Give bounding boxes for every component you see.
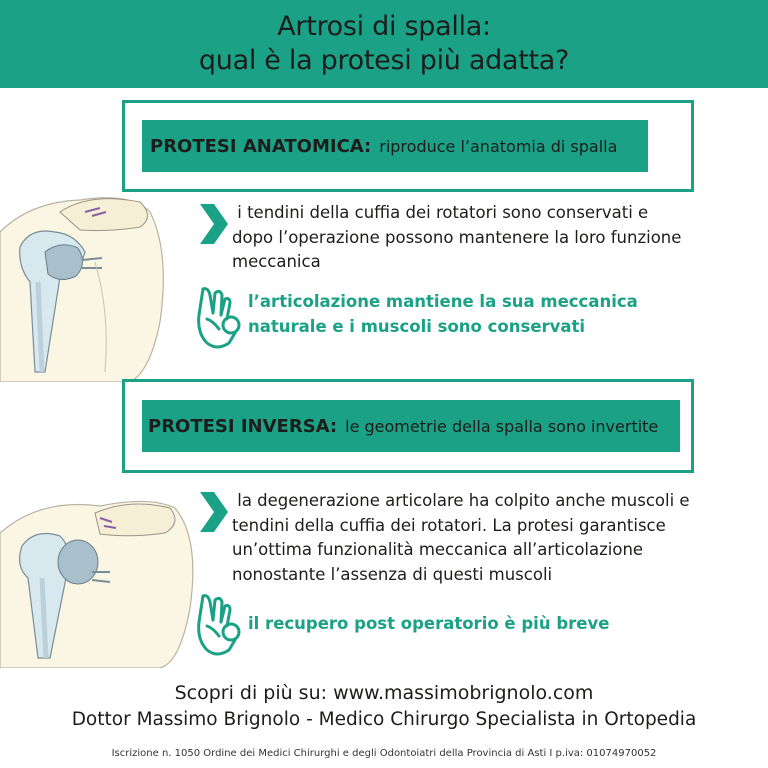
anatomic-benefit-line: naturale e i muscoli sono conservati (248, 316, 586, 336)
page-title-line1: Artrosi di spalla: (277, 11, 491, 42)
anatomic-subtitle: riproduce l’anatomia di spalla (379, 136, 618, 156)
anatomic-point-text (232, 201, 732, 275)
anatomic-card (122, 100, 694, 192)
reverse-title: PROTESI INVERSA: (148, 415, 338, 437)
reverse-point-line: nonostante l’assenza di questi muscoli (232, 564, 553, 584)
ok-hand-icon (193, 592, 245, 658)
reverse-point-line: tendini della cuffia dei rotatori. La protesi garantisce (232, 515, 666, 535)
page-title-line2: qual è la protesi più adatta? (198, 45, 570, 76)
anatomic-shoulder-illustration (0, 172, 210, 382)
website-link[interactable]: Scopri di più su: www.massimobrignolo.com (174, 682, 594, 704)
reverse-benefit-text (248, 612, 728, 637)
header-banner (0, 0, 768, 88)
anatomic-point-line: dopo l’operazione possono mantenere la loro funzione (232, 227, 682, 247)
registration-info: Iscrizione n. 1050 Ordine dei Medici Chirurghi e degli Odontoiatri della Provincia di Asti I p.iva: 01074970052 (111, 748, 657, 759)
reverse-point-text (232, 489, 732, 587)
reverse-card (122, 379, 694, 473)
anatomic-title-bar (142, 120, 648, 172)
reverse-point-line: la degenerazione articolare ha colpito anche muscoli e (232, 491, 690, 510)
doctor-credit: Dottor Massimo Brignolo - Medico Chirurgo Specialista in Ortopedia (71, 709, 697, 730)
anatomic-benefit-text (248, 290, 728, 339)
anatomic-point-line: meccanica (232, 252, 321, 271)
reverse-point-line: un’ottima funzionalità meccanica all’articolazione (232, 540, 644, 559)
reverse-subtitle: le geometrie della spalla sono invertite (345, 416, 659, 436)
chevron-right-icon (196, 488, 230, 536)
chevron-right-icon (196, 200, 230, 248)
reverse-benefit-line: il recupero post operatorio è più breve (248, 614, 610, 633)
anatomic-point-line: i tendini della cuffia dei rotatori sono conservati e (232, 203, 649, 222)
anatomic-title: PROTESI ANATOMICA: (150, 135, 372, 157)
ok-hand-icon (193, 285, 245, 351)
reverse-title-bar (142, 400, 680, 452)
anatomic-benefit-line: l’articolazione mantiene la sua meccanica (248, 292, 638, 311)
